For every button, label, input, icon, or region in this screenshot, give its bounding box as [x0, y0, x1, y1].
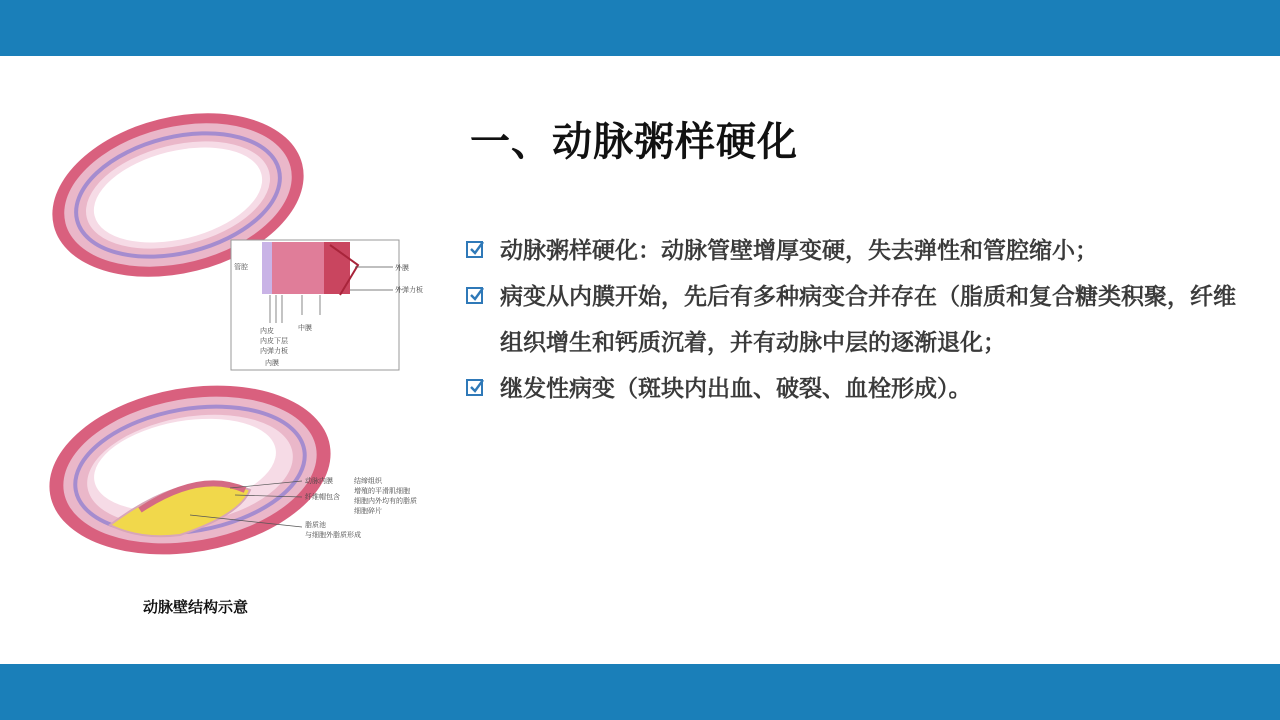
label-outer-membrane: 外膜	[395, 264, 409, 272]
label-cap-item: 细胞内外均有的脂质	[354, 497, 417, 505]
checkbox-icon	[466, 241, 483, 258]
bullet-text: 病变从内膜开始，先后有多种病变合并存在（脂质和复合糖类积聚，纤维组织增生和钙质沉着，并有动脉中层的逐渐退化；	[500, 284, 1236, 356]
label-sub-2: 内皮下层	[260, 337, 288, 345]
plaque-artery-diagram	[40, 365, 417, 565]
label-sub-1: 内皮	[260, 327, 274, 335]
label-fibrous-cap: 纤维帽包含	[305, 493, 340, 501]
bullet-item	[466, 274, 1246, 366]
label-media: 中膜	[298, 324, 312, 332]
label-cap-item: 细胞碎片	[354, 507, 382, 515]
top-banner	[0, 0, 1280, 56]
label-outer-elastic: 外弹力板	[395, 286, 423, 294]
figure-caption: 动脉壁结构示意	[143, 598, 249, 616]
bullet-item	[466, 228, 1246, 274]
artery-wall-figure	[40, 95, 450, 565]
slide-title: 一、动脉粥样硬化	[470, 119, 798, 165]
label-cap-item: 结缔组织	[354, 477, 382, 485]
bullet-text: 继发性病变（斑块内出血、破裂、血栓形成）。	[500, 376, 972, 402]
bottom-banner	[0, 664, 1280, 720]
label-lipid-pool: 脂质池	[305, 521, 326, 529]
bullet-list	[466, 228, 1246, 412]
healthy-artery-diagram	[40, 95, 423, 370]
bullet-item	[466, 366, 1246, 412]
label-intima: 内膜	[265, 359, 279, 367]
label-sub-3: 内弹力板	[260, 347, 288, 355]
label-lipid-pool-note: 与细胞外脂质形成	[305, 531, 361, 539]
bullet-text: 动脉粥样硬化：动脉管壁增厚变硬，失去弹性和管腔缩小；	[500, 238, 1098, 264]
checkbox-icon	[466, 287, 483, 304]
label-lumen: 管腔	[234, 263, 248, 271]
checkbox-icon	[466, 379, 483, 396]
label-plaque-intima: 动脉内膜	[305, 477, 333, 485]
label-cap-item: 增殖的平滑肌细胞	[354, 487, 410, 495]
